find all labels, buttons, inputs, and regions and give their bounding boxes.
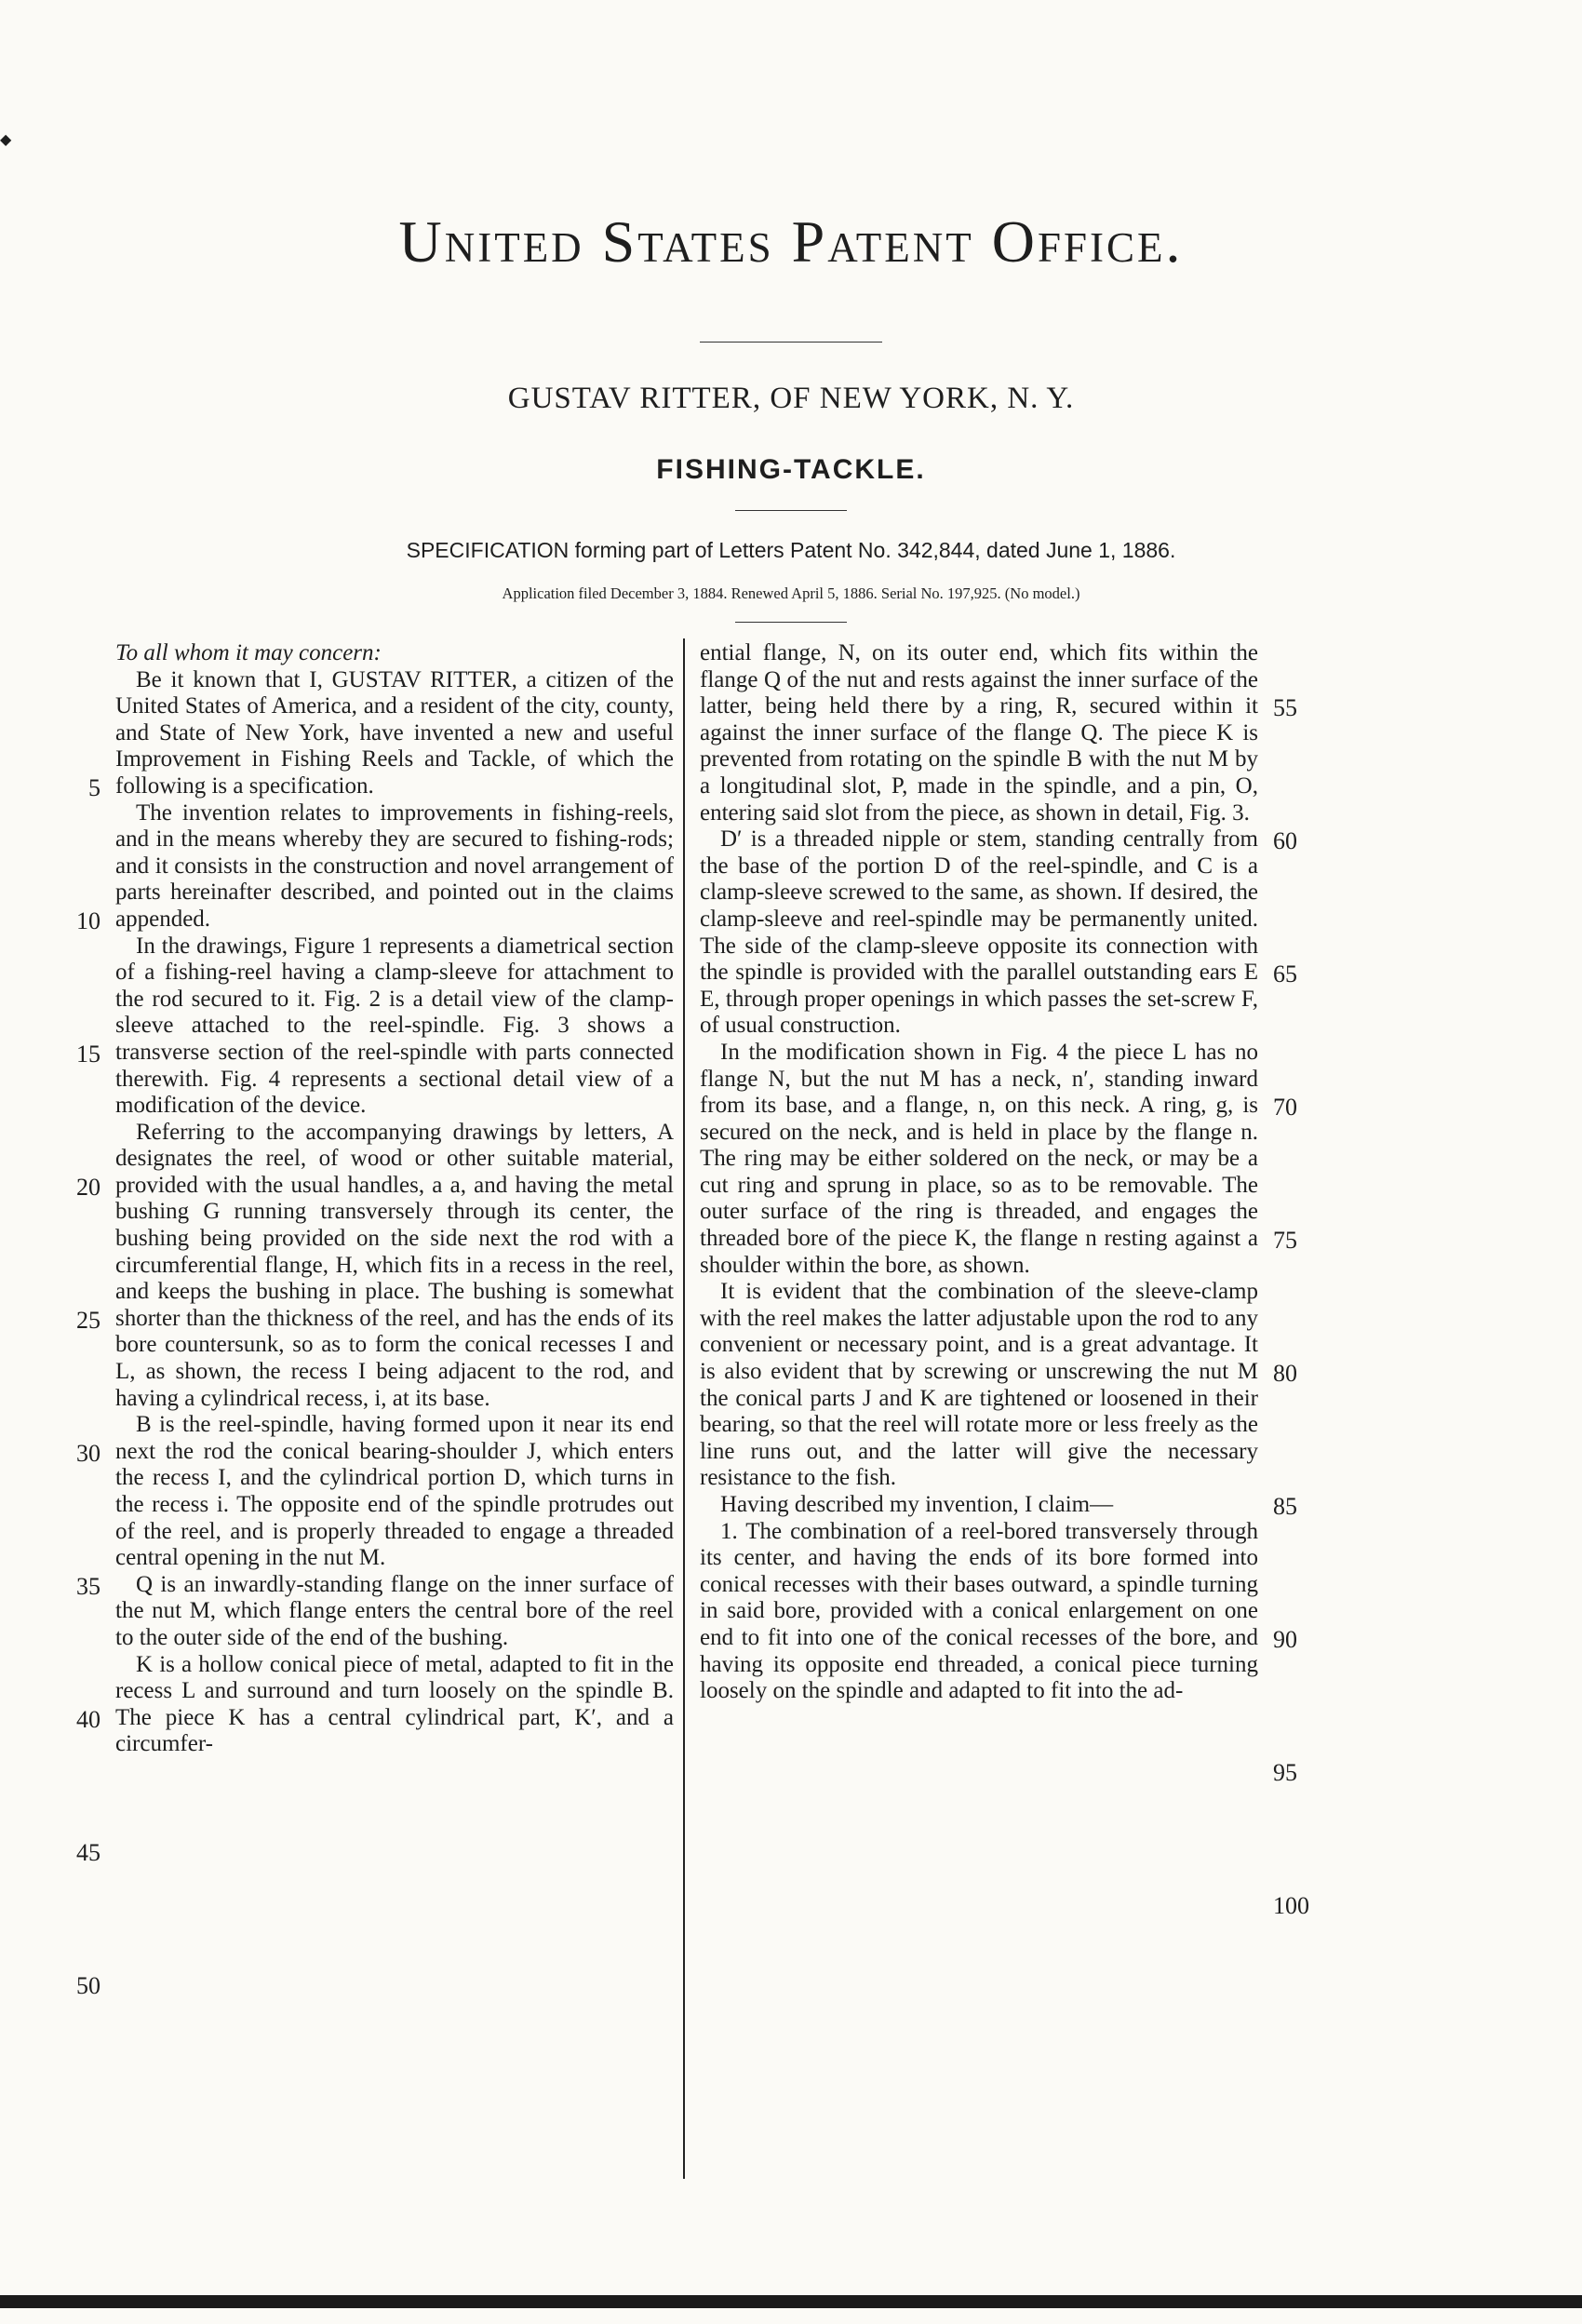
header-rule-1: [700, 342, 882, 343]
application-line: Application filed December 3, 1884. Renewed April 5, 1886. Serial No. 197,925. (No model.): [502, 584, 1080, 602]
paragraph: D′ is a threaded nipple or stem, standing centrally from the base of the portion D of the reel-spindle, and C is a clamp-sleeve screwed to the same, as shown. If desired, the clamp-sleeve and reel-spindle may be permanently united. The side of the clamp-sleeve opposite its connection with the spindle is provided with the parallel outstanding ears E E, through proper openings in which passes the set-screw F, of usual construction.: [700, 826, 1258, 1039]
right-column: [700, 640, 1258, 1705]
paragraph: Be it known that I, GUSTAV RITTER, a citizen of the United States of America, and a resident of the city, county, and State of New York, have invented a new and useful Improvement in Fishing Reels and Tackle, of which the following is a specification.: [115, 666, 674, 799]
line-number: 65: [1273, 960, 1297, 987]
office-heading: United States Patent Office.: [398, 208, 1184, 275]
line-number: 10: [76, 907, 101, 934]
line-number: 15: [76, 1041, 101, 1068]
paragraph: B is the reel-spindle, having formed upon it near its end next the rod the conical bearing-shoulder J, which enters the recess I, and the cylindrical portion D, which turns in the recess i. The opposite end of the spindle protrudes out of the reel, and is properly threaded to engage a threaded central opening in the nut M.: [115, 1412, 674, 1571]
line-number: 40: [76, 1706, 101, 1733]
specification-line: SPECIFICATION forming part of Letters Patent No. 342,844, dated June 1, 1886.: [406, 538, 1176, 562]
line-number: 80: [1273, 1360, 1297, 1387]
paragraph: The invention relates to improvements in fishing-reels, and in the means whereby they are secured to fishing-rods; and it consists in the construction and novel arrangement of parts hereinafter described, and pointed out in the claims appended.: [115, 799, 674, 932]
line-number: 75: [1273, 1227, 1297, 1254]
header-rule-3: [735, 622, 847, 623]
paragraph: In the drawings, Figure 1 represents a diametrical section of a fishing-reel having a clamp-sleeve for attachment to the rod secured to it. Fig. 2 is a detail view of the clamp-sleeve attached to the reel-spindle. Fig. 3 shows a transverse section of the reel-spindle with parts connected therewith. Fig. 4 represents a sectional detail view of a modification of the device.: [115, 933, 674, 1119]
header-rule-2: [735, 510, 847, 511]
paragraph: ential flange, N, on its outer end, which fits within the flange Q of the nut and rests against the inner surface of the latter, being held there by a ring, R, secured within it against the inner surface of the flange Q. The piece K is prevented from rotating on the spindle B with the nut M by a longitudinal slot, P, made in the spindle, and a pin, O, entering said slot from the piece, as shown in detail, Fig. 3.: [700, 640, 1258, 826]
paragraph: In the modification shown in Fig. 4 the piece L has no flange N, but the nut M has a neck, n′, standing inward from its base, and a flange, n, on this neck. A ring, g, is secured on the neck, and is held in place by the flange n. The ring may be either soldered on the neck, or may be a cut ring and sprung in place, so as to be removable. The outer surface of the ring is threaded, and engages the threaded bore of the piece K, the flange n resting against a shoulder within the bore, as shown.: [700, 1039, 1258, 1278]
line-number: 45: [76, 1839, 101, 1866]
paragraph: Referring to the accompanying drawings by letters, A designates the reel, of wood or other suitable material, provided with the usual handles, a a, and having the metal bushing G running transversely through its center, the bushing being provided on the side next the rod with a circumferential flange, H, which fits in a recess in the reel, and keeps the bushing in place. The bushing is somewhat shorter than the thickness of the reel, and has the ends of its bore countersunk, so as to form the conical recesses I and L, as shown, the recess I being adjacent to the rod, and having a cylindrical recess, i, at its base.: [115, 1119, 674, 1411]
paragraph: K is a hollow conical piece of metal, adapted to fit in the recess L and surround and turn loosely on the spindle B. The piece K has a central cylindrical part, K′, and a circumfer-: [115, 1651, 674, 1757]
patent-title: FISHING-TACKLE.: [656, 454, 926, 485]
line-number: 20: [76, 1174, 101, 1201]
line-number: 50: [76, 1972, 101, 1999]
line-number: 85: [1273, 1493, 1297, 1520]
line-number: 70: [1273, 1094, 1297, 1121]
salutation: To all whom it may concern:: [115, 640, 382, 665]
inventor-line: GUSTAV RITTER, OF NEW YORK, N. Y.: [507, 382, 1075, 415]
line-number: 95: [1273, 1759, 1297, 1786]
line-number: 35: [76, 1573, 101, 1600]
paragraph: It is evident that the combination of the sleeve-clamp with the reel makes the latter adjustable upon the rod to any convenient or necessary point, and is a great advantage. It is also evident that by screwing or unscrewing the nut M the conical parts J and K are tightened or loosened in their bearing, so that the reel will rotate more or less freely as the line runs out, and the latter will give the necessary resistance to the fish.: [700, 1279, 1258, 1491]
claim-1: 1. The combination of a reel-bored transversely through its center, and having the ends of its bore formed into conical recesses with their bases outward, a spindle turning in said bore, provided with a conical enlargement on one end to fit into one of the conical recesses of the bore, and having its opposite end threaded, a conical piece turning loosely on the spindle and adapted to fit into the ad-: [700, 1518, 1258, 1704]
scan-mark: ◆: [0, 132, 12, 148]
line-number: 90: [1273, 1626, 1297, 1653]
paragraph: Q is an inwardly-standing flange on the inner surface of the nut M, which flange enters the central bore of the reel to the outer side of the end of the bushing.: [115, 1571, 674, 1650]
line-number: 25: [76, 1307, 101, 1334]
line-number: 5: [88, 774, 101, 801]
line-number: 60: [1273, 827, 1297, 854]
scan-edge-bar: [0, 2295, 1582, 2308]
column-divider: [683, 638, 685, 2179]
line-number: 100: [1273, 1892, 1309, 1919]
line-number: 30: [76, 1440, 101, 1467]
line-number: 55: [1273, 694, 1297, 721]
left-column: [115, 640, 674, 1758]
claim-intro: Having described my invention, I claim—: [720, 1492, 1114, 1517]
